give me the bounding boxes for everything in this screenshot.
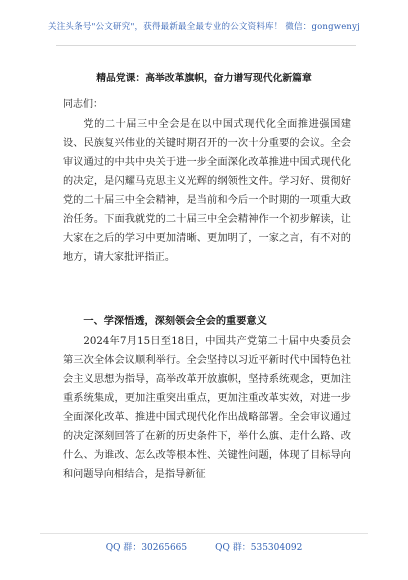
section-heading: 一、学深悟透，深刻领会全会的重要意义 (83, 315, 267, 327)
header-banner: 关注头条号"公文研究"，获得最新最全最专业的公文资料库！ 微信：gongwenyj (48, 22, 360, 32)
document-title: 精品党课：高举改革旗帜，奋力谱写现代化新篇章 (96, 73, 312, 84)
footer (0, 540, 408, 553)
footer-qq-group-1: QQ 群：30265665 (105, 543, 188, 553)
salutation: 同志们： (63, 99, 103, 110)
header-divider (56, 45, 356, 46)
footer-divider (40, 533, 368, 534)
footer-qq-group-2: QQ 群：535304092 (215, 543, 303, 553)
paragraph-section-1: 2024年7月15日至18日，中国共产党第二十届中央委员会第三次全体会议顺利举行。全会坚持以习近平新时代中国特色社会主义思想为指导，高举改革开放旗帜，坚持系统观念，更加注重系统集成，更加注重突出重点，更加注重改革实效，对进一步全面深化改革、推进中国式现代化作出战略部署。全会审议通过的决定深刻回答了在新的历史条件下，举什么旗、走什么路、改什么、为谁改、怎么改等根本性、关键性问题，体现了目标导向和问题导向相结合，是指导新征 (63, 336, 351, 480)
paragraph-intro: 党的二十届三中全会是在以中国式现代化全面推进强国建设、民族复兴伟业的关键时期召开的一次十分重要的会议。全会审议通过的中共中央关于进一步全面深化改革推进中国式现代化的决定，是闪耀马克思主义光辉的纲领性文件。学习好、贯彻好党的二十届三中全会精神，是当前和今后一个时期的一项重大政治任务。下面我就党的二十届三中全会精神作一个初步解读，让大家在之后的学习中更加清晰、更加明了，一家之言，有不对的地方，请大家批评指正。 (63, 119, 351, 263)
